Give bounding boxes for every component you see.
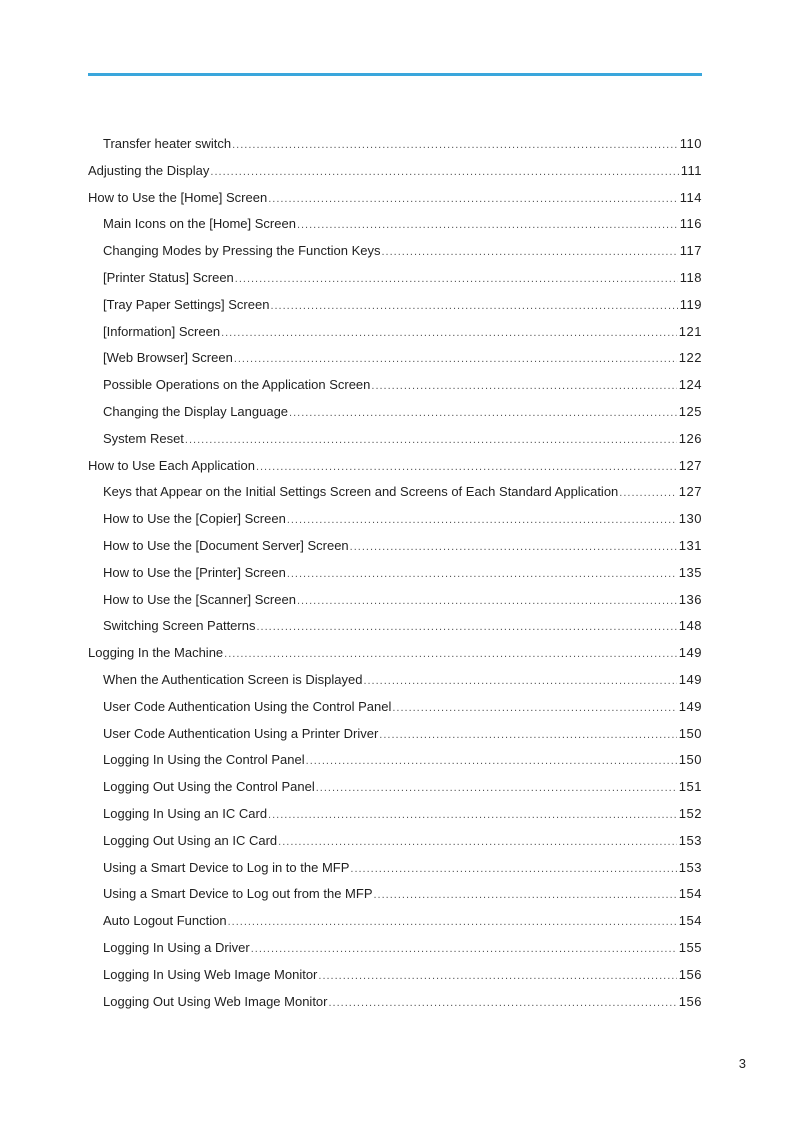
toc-entry[interactable]: [88, 453, 702, 480]
toc-entry-title: [Printer Status] Screen: [103, 269, 234, 285]
toc-entry[interactable]: [88, 962, 702, 989]
toc-entry-page: 125: [678, 403, 702, 419]
toc-entry-title: Keys that Appear on the Initial Settings Screen and Screens of Each Standard Application: [103, 484, 619, 500]
toc-entry[interactable]: [88, 613, 702, 640]
toc-entry-page: 154: [678, 913, 702, 929]
toc-entry-title: Using a Smart Device to Log out from the MFP: [103, 886, 373, 902]
toc-entry-page: 116: [679, 216, 702, 232]
toc-entry[interactable]: [88, 694, 702, 721]
toc-entry-title: Logging In Using an IC Card: [103, 805, 268, 821]
toc-entry-page: 155: [678, 939, 702, 955]
dot-leader: [232, 132, 678, 159]
toc-entry-page: 135: [678, 564, 702, 580]
dot-leader: [210, 159, 678, 186]
toc-entry-title: [Information] Screen: [103, 323, 221, 339]
toc-entry-title: Adjusting the Display: [88, 162, 210, 178]
page-number: 3: [738, 1056, 746, 1071]
toc-entry-page: 122: [678, 350, 702, 366]
dot-leader: [379, 722, 677, 749]
dot-leader: [318, 963, 676, 990]
toc-entry-title: System Reset: [103, 430, 184, 446]
toc-entry-page: 153: [678, 859, 702, 875]
toc-entry-title: Main Icons on the [Home] Screen: [103, 216, 296, 232]
toc-entry[interactable]: [88, 640, 702, 667]
dot-leader: [374, 882, 677, 909]
toc-entry[interactable]: [88, 855, 702, 882]
toc-entry-title: Logging Out Using an IC Card: [103, 832, 278, 848]
toc-entry-page: 130: [678, 511, 702, 527]
toc-entry-page: 121: [678, 323, 702, 339]
toc-entry[interactable]: [88, 667, 702, 694]
toc-entry[interactable]: [88, 506, 702, 533]
toc-entry-title: How to Use the [Scanner] Screen: [103, 591, 296, 607]
toc-entry-title: Logging Out Using the Control Panel: [103, 779, 315, 795]
toc-entry-page: 148: [678, 618, 702, 634]
toc-entry-title: Logging In Using the Control Panel: [103, 752, 305, 768]
toc-entry-page: 150: [678, 725, 702, 741]
toc-entry[interactable]: [88, 372, 702, 399]
toc-entry-page: 149: [678, 671, 702, 687]
dot-leader: [382, 239, 678, 266]
dot-leader: [306, 748, 677, 775]
dot-leader: [350, 534, 677, 561]
toc-entry[interactable]: [88, 747, 702, 774]
toc-entry-title: Logging In Using Web Image Monitor: [103, 966, 318, 982]
toc-entry-page: 111: [680, 162, 702, 178]
toc-entry-title: Possible Operations on the Application Screen: [103, 377, 371, 393]
toc-entry-title: Switching Screen Patterns: [103, 618, 256, 634]
toc-entry[interactable]: [88, 426, 702, 453]
table-of-contents: [88, 131, 702, 1015]
toc-entry-page: 124: [678, 377, 702, 393]
toc-entry[interactable]: [88, 828, 702, 855]
toc-entry[interactable]: [88, 319, 702, 346]
dot-leader: [234, 346, 677, 373]
toc-entry-page: 156: [678, 966, 702, 982]
dot-leader: [371, 373, 676, 400]
dot-leader: [221, 320, 677, 347]
toc-entry[interactable]: [88, 908, 702, 935]
toc-entry[interactable]: [88, 345, 702, 372]
toc-entry-page: 127: [678, 484, 702, 500]
toc-entry[interactable]: [88, 265, 702, 292]
dot-leader: [256, 614, 676, 641]
toc-entry-page: 127: [678, 457, 702, 473]
dot-leader: [278, 829, 677, 856]
toc-entry-page: 136: [678, 591, 702, 607]
toc-entry-page: 117: [679, 243, 702, 259]
toc-entry-page: 118: [679, 269, 702, 285]
dot-leader: [287, 561, 677, 588]
toc-entry-title: Changing Modes by Pressing the Function Keys: [103, 243, 381, 259]
toc-entry-page: 110: [679, 136, 702, 151]
toc-entry[interactable]: [88, 158, 702, 185]
toc-entry[interactable]: [88, 774, 702, 801]
toc-entry-page: 151: [678, 779, 702, 795]
toc-entry[interactable]: [88, 533, 702, 560]
toc-entry-title: Transfer heater switch: [103, 136, 232, 151]
toc-entry-title: How to Use Each Application: [88, 457, 255, 473]
toc-entry[interactable]: [88, 989, 702, 1016]
toc-entry-page: 150: [678, 752, 702, 768]
dot-leader: [619, 480, 677, 507]
dot-leader: [256, 454, 677, 481]
toc-entry-page: 149: [678, 698, 702, 714]
toc-entry[interactable]: [88, 479, 702, 506]
toc-entry-title: Logging In Using a Driver: [103, 939, 250, 955]
toc-entry[interactable]: [88, 185, 702, 212]
toc-entry-title: Logging In the Machine: [88, 645, 224, 661]
toc-entry[interactable]: [88, 211, 702, 238]
dot-leader: [185, 427, 677, 454]
toc-entry[interactable]: [88, 131, 702, 158]
toc-entry-title: User Code Authentication Using the Control Panel: [103, 698, 392, 714]
dot-leader: [228, 909, 677, 936]
dot-leader: [350, 856, 676, 883]
toc-entry-page: 126: [678, 430, 702, 446]
dot-leader: [268, 802, 677, 829]
toc-entry[interactable]: [88, 587, 702, 614]
toc-entry-page: 114: [679, 189, 702, 205]
dot-leader: [363, 668, 676, 695]
toc-entry-page: 149: [678, 645, 702, 661]
toc-entry[interactable]: [88, 238, 702, 265]
toc-entry-title: Changing the Display Language: [103, 403, 289, 419]
dot-leader: [297, 588, 677, 615]
dot-leader: [235, 266, 678, 293]
toc-entry-page: 153: [678, 832, 702, 848]
toc-entry[interactable]: [88, 399, 702, 426]
toc-entry[interactable]: [88, 935, 702, 962]
dot-leader: [316, 775, 677, 802]
toc-entry[interactable]: [88, 560, 702, 587]
dot-leader: [289, 400, 677, 427]
toc-entry-title: [Web Browser] Screen: [103, 350, 233, 366]
dot-leader: [297, 212, 678, 239]
toc-entry[interactable]: [88, 721, 702, 748]
dot-leader: [224, 641, 677, 668]
toc-entry-title: [Tray Paper Settings] Screen: [103, 296, 270, 312]
header-rule: [88, 73, 702, 76]
toc-entry-page: 119: [679, 296, 702, 312]
toc-entry[interactable]: [88, 292, 702, 319]
dot-leader: [270, 293, 677, 320]
toc-entry-page: 156: [678, 993, 702, 1009]
toc-entry-title: Logging Out Using Web Image Monitor: [103, 993, 328, 1009]
dot-leader: [268, 186, 678, 213]
toc-entry-title: How to Use the [Copier] Screen: [103, 511, 286, 527]
dot-leader: [287, 507, 677, 534]
dot-leader: [251, 936, 677, 963]
toc-entry-page: 152: [678, 805, 702, 821]
toc-entry-title: Using a Smart Device to Log in to the MFP: [103, 859, 350, 875]
toc-entry-title: User Code Authentication Using a Printer Driver: [103, 725, 379, 741]
toc-entry-title: Auto Logout Function: [103, 913, 227, 929]
dot-leader: [392, 695, 676, 722]
toc-entry-page: 131: [678, 537, 702, 553]
toc-entry-title: When the Authentication Screen is Displayed: [103, 671, 363, 687]
toc-entry-title: How to Use the [Home] Screen: [88, 189, 268, 205]
toc-entry-title: How to Use the [Document Server] Screen: [103, 537, 349, 553]
dot-leader: [329, 990, 677, 1017]
toc-entry-title: How to Use the [Printer] Screen: [103, 564, 286, 580]
toc-entry[interactable]: [88, 881, 702, 908]
toc-entry-page: 154: [678, 886, 702, 902]
toc-entry[interactable]: [88, 801, 702, 828]
